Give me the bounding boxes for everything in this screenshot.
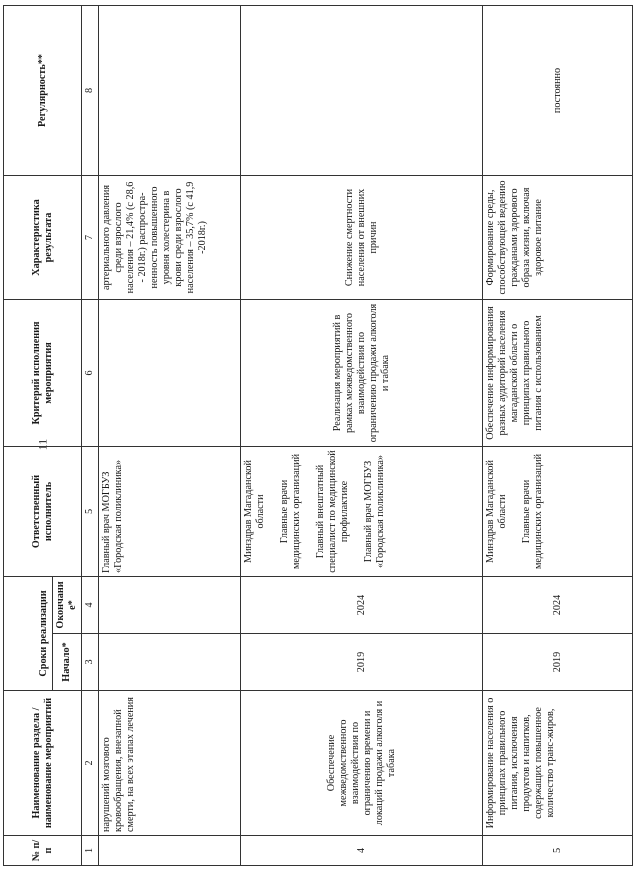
header-responsible: Ответственный исполнитель <box>4 447 82 577</box>
row-num: 5 <box>483 836 633 866</box>
row-start: 2019 <box>241 634 483 691</box>
table-row <box>99 6 241 866</box>
row-num <box>99 836 241 866</box>
responsible-entry: Главные врачи медицинских организаций <box>279 453 303 570</box>
header-row <box>4 6 53 866</box>
column-number: 7 <box>82 176 99 300</box>
column-number: 5 <box>82 447 99 577</box>
row-end: 2024 <box>241 577 483 634</box>
column-numbers-row <box>82 6 99 866</box>
column-number: 2 <box>82 691 99 836</box>
header-end: Окончание* <box>53 577 82 634</box>
row-name: Информирование населения о принципах правильного питания, исключения продуктов и напитков, содержащих повышенное количество транс-жиров, <box>483 691 633 836</box>
row-start <box>99 634 241 691</box>
header-terms: Сроки реализации <box>4 577 53 691</box>
row-responsible <box>241 447 483 577</box>
row-responsible: Главный врач МОГБУЗ «Городская поликлиника» <box>99 447 241 577</box>
row-end <box>99 577 241 634</box>
responsible-entry: Главный врач МОГБУЗ «Городская поликлиника» <box>363 454 387 569</box>
row-num: 4 <box>241 836 483 866</box>
header-regularity: Регулярность** <box>4 6 82 176</box>
row-regularity <box>241 6 483 176</box>
row-name: нарушений мозгового кровообращения, внезапной смерти, на всех этапах лечения <box>99 691 241 836</box>
row-regularity: постоянно <box>483 6 633 176</box>
row-result: Снижение смертности населения от внешних причин <box>241 176 483 300</box>
column-number: 1 <box>82 836 99 866</box>
row-start: 2019 <box>483 634 633 691</box>
responsible-entry: Главные врачи медицинских организаций <box>521 453 545 570</box>
responsible-entry: Главный внештатный специалист по медицинской профилактике <box>315 450 351 573</box>
table-row <box>483 6 633 866</box>
row-regularity <box>99 6 241 176</box>
row-criterion: Обеспечение информирования разных аудиторий населения магаданской области о принципах правильного питания с использованием <box>483 300 633 447</box>
column-number: 6 <box>82 300 99 447</box>
header-result: Характеристика результата <box>4 176 82 300</box>
header-criterion: Критерий исполнения мероприятия <box>4 300 82 447</box>
header-name: Наименование раздела /наименование мероприятий <box>4 691 82 836</box>
row-end: 2024 <box>483 577 633 634</box>
row-result: артериального давления среди взрослого населения – 21,4% (с 28,6 - 2018г.) распростра-ненность повышенного уровня холестерина в крови среди взрослого населения – 35,7% (с 41,9 -2018г.) <box>99 176 241 300</box>
page-number: 11 <box>35 438 50 451</box>
row-criterion <box>99 300 241 447</box>
column-number: 8 <box>82 6 99 176</box>
plan-table-page <box>3 6 615 866</box>
row-result: Формирование среды, способствующей ведению гражданами здорового образа жизни, включая здоровое питание <box>483 176 633 300</box>
row-responsible <box>483 447 633 577</box>
row-criterion: Реализация мероприятий в рамках межведомственного взаимодействия по ограничению продажи алкоголя и табака <box>241 300 483 447</box>
responsible-entry: Минздрав Магаданской области <box>485 460 509 563</box>
table-row <box>241 6 483 866</box>
responsible-entry: Минздрав Магаданской области <box>243 460 267 563</box>
activities-table <box>3 5 633 866</box>
row-name: Обеспечение межведомственного взаимодействия по ограничению времени и локаций продажи алкоголя и табака <box>241 691 483 836</box>
column-number: 4 <box>82 577 99 634</box>
header-start: Начало* <box>53 634 82 691</box>
header-num: № п/п <box>4 836 82 866</box>
column-number: 3 <box>82 634 99 691</box>
